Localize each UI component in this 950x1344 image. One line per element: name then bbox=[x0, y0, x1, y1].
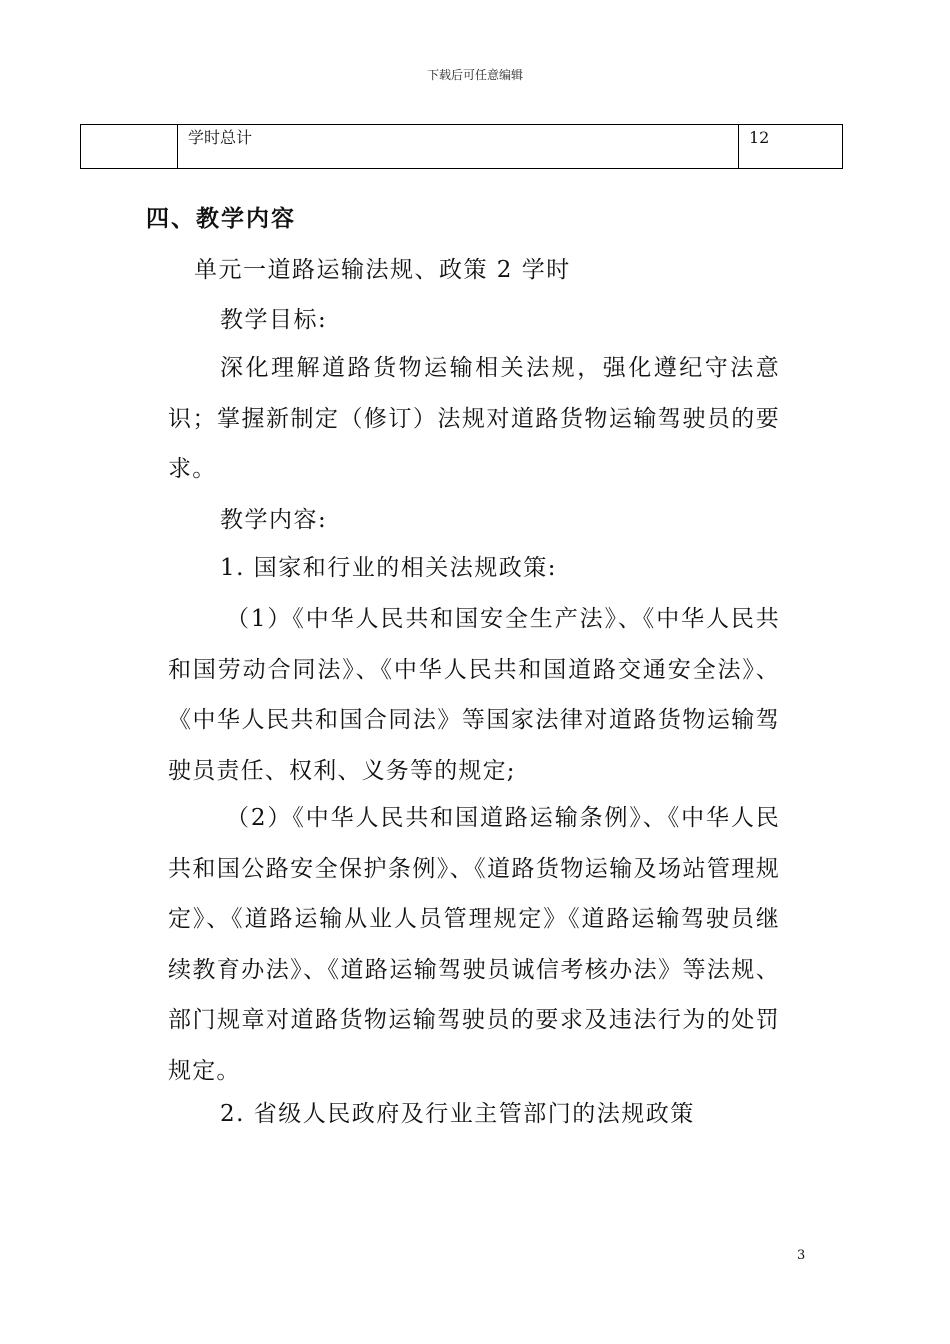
header-note: 下载后可任意编辑 bbox=[426, 68, 523, 82]
table-cell-label: 学时总计 bbox=[178, 125, 739, 169]
content-label: 教学内容: bbox=[220, 507, 328, 533]
unit-title: 单元一道路运输法规、政策 2 学时 bbox=[194, 257, 571, 283]
summary-table bbox=[80, 124, 843, 169]
objectives-text: 深化理解道路货物运输相关法规，强化遵纪守法意识；掌握新制定（修订）法规对道路货物运输驾驶员的要求。 bbox=[168, 355, 780, 482]
item1-sub1: （1）《中华人民共和国安全生产法》、《中华人民共和国劳动合同法》、《中华人民共和国道路交通安全法》、《中华人民共和国合同法》等国家法律对道路货物运输驾驶员责任、权利、义务等的规定; bbox=[168, 606, 780, 784]
objectives-label: 教学目标: bbox=[220, 307, 328, 333]
section-heading: 四、教学内容 bbox=[146, 205, 296, 232]
table-row bbox=[81, 125, 843, 169]
item1-title: 1. 国家和行业的相关法规政策: bbox=[220, 555, 558, 581]
table-cell-value: 12 bbox=[739, 125, 843, 169]
item2-title: 2. 省级人民政府及行业主管部门的法规政策 bbox=[220, 1101, 695, 1127]
table-cell-blank bbox=[81, 125, 178, 169]
item1-sub2: （2）《中华人民共和国道路运输条例》、《中华人民共和国公路安全保护条例》、《道路货物运输及场站管理规定》、《道路运输从业人员管理规定》《道路运输驾驶员继续教育办法》、《道路运输驾驶员诚信考核办法》等法规、部门规章对道路货物运输驾驶员的要求及违法行为的处罚规定。 bbox=[168, 805, 780, 1084]
page-number: 3 bbox=[797, 1248, 806, 1263]
